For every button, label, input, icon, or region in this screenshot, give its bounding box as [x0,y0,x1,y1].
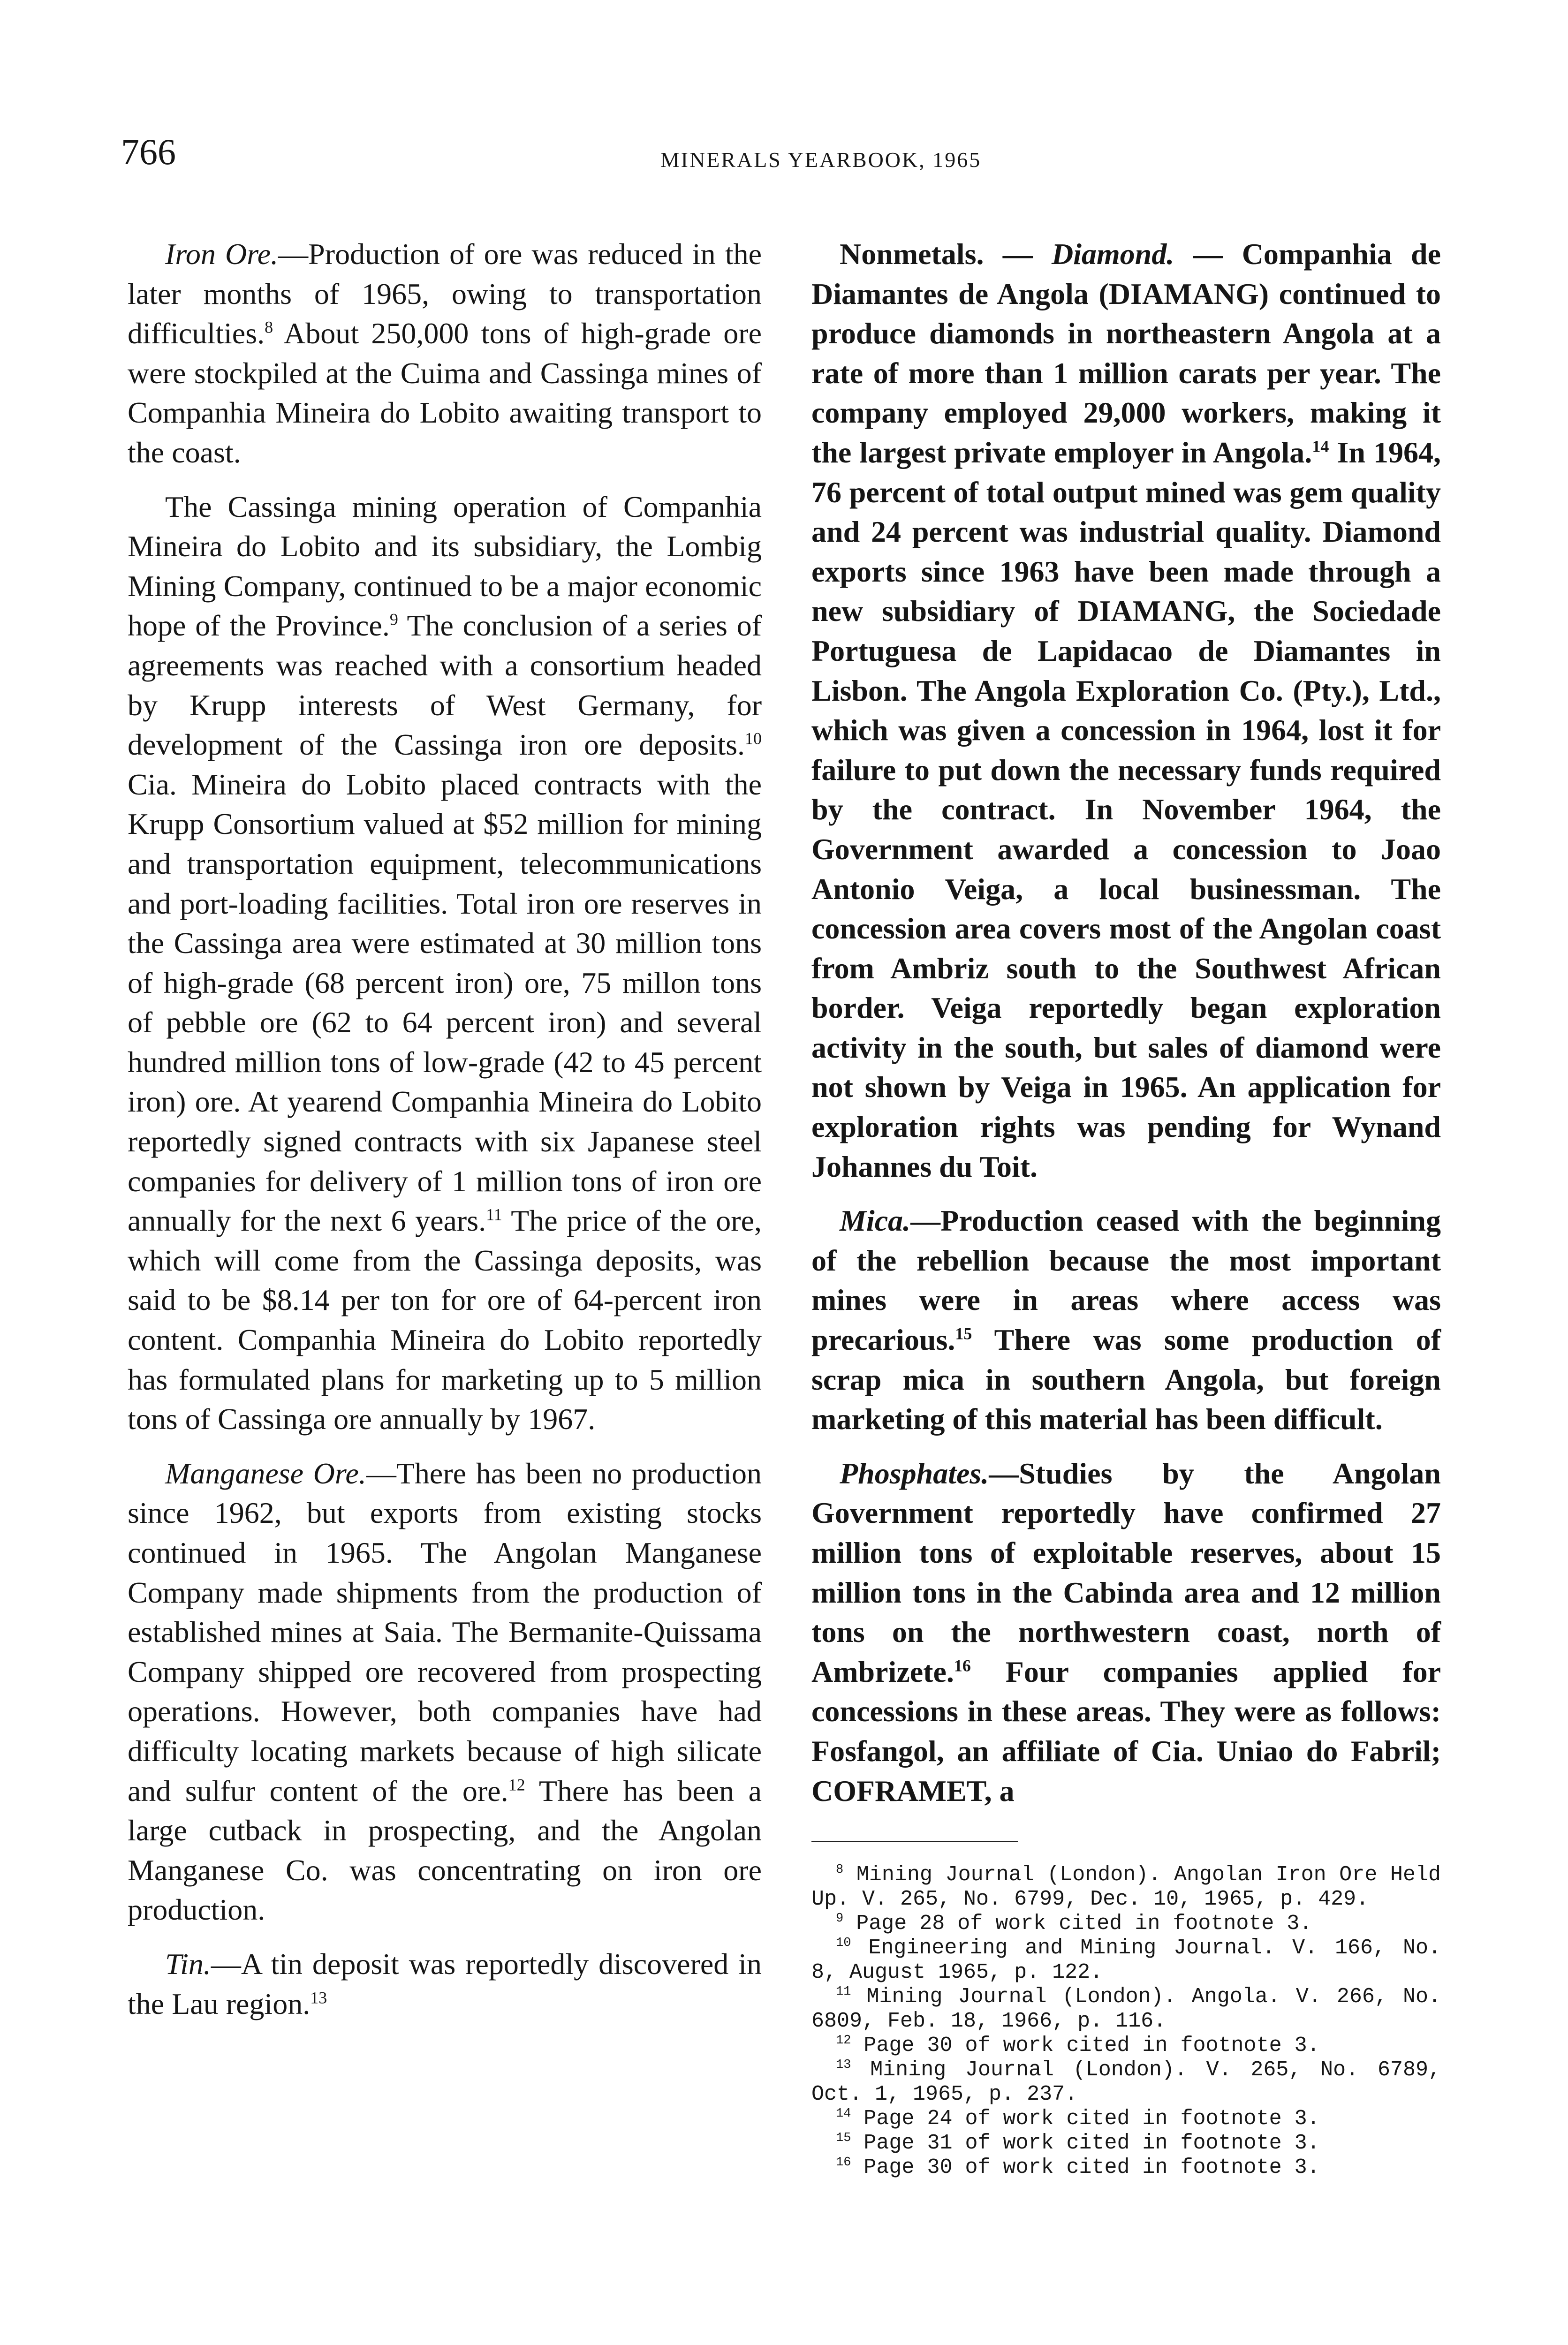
footnote-number: 12 [836,2034,851,2048]
footnote-item [811,2034,1441,2058]
section-heading-nonmetals: Nonmetals. [840,237,984,271]
footnote-ref: 15 [955,1324,972,1343]
footnote-item [811,1863,1441,1912]
paragraph-manganese [128,1454,762,1930]
paragraph-cassinga [128,487,762,1439]
paragraph-text: —Studies by the Angolan Government reportedly have confirmed 27 million tons of exploitable reserves, about 15 million tons in the Cabinda area and 12 million tons on the northwestern coast, north of Ambrizete. [811,1456,1441,1688]
footnote-ref: 10 [745,729,762,748]
footnote-ref: 12 [508,1775,525,1794]
subheading-iron-ore: Iron Ore. [165,237,279,271]
footnotes [811,1863,1441,2180]
paragraph-text: Cia. Mineira do Lobito placed contracts with the Krupp Consortium valued at $52 million for mining and transportation equipment, telecommunications and port-loading facilities. Total iron ore reserves in the Cassinga area were estimated at 30 million tons of high-grade (68 percent iron) ore, 75 millon tons of pebble ore (62 to 64 percent iron) and several hundred million tons of low-grade (42 to 45 percent iron) ore. At yearend Companhia Mineira do Lobito reportedly signed contracts with six Japanese steel companies for delivery of 1 million tons of iron ore annually for the next 6 years. [128,767,762,1238]
left-column [128,234,762,2038]
footnote-number: 13 [836,2058,851,2073]
footnote-text: Mining Journal (London). Angola. V. 266, No. 6809, Feb. 18, 1966, p. 116. [811,1985,1441,2034]
paragraph-text: About 250,000 tons of high-grade ore were stockpiled at the Cuima and Cassinga mines of Companhia Mineira do Lobito awaiting transport to the coast. [128,317,762,469]
paragraph-iron-ore [128,234,762,473]
footnote-text: Mining Journal (London). Angolan Iron Ore Held Up. V. 265, No. 6799, Dec. 10, 1965, p. 429. [811,1863,1441,1912]
footnote-ref: 14 [1312,437,1329,456]
footnote-item [811,1936,1441,1985]
running-title: MINERALS YEARBOOK, 1965 [660,148,982,172]
paragraph-text: —There has been no production since 1962, but exports from existing stocks continued in 1965. The Angolan Manganese Company made shipments from the production of established mines at Saia. The Bermanite-Quissama Company shipped ore recovered from prospecting operations. However, both companies have had difficulty locating markets because of high silicate and sulfur content of the ore. [128,1456,762,1808]
footnote-item [811,2058,1441,2107]
subheading-phosphates: Phosphates. [840,1456,989,1490]
paragraph-text: Four companies applied for concessions in these areas. They were as follows: Fosfangol, an affiliate of Cia. Uniao do Fabril; COFRAMET, a [811,1655,1441,1808]
footnote-number: 10 [836,1936,851,1951]
paragraph-text: —Production ceased with the beginning of the rebellion because the most important mines were in areas where access was precarious. [811,1204,1441,1357]
paragraph-diamond [811,234,1441,1187]
paragraph-text: —Production of ore was reduced in the later months of 1965, owing to transportation difficulties. [128,237,762,350]
footnote-number: 16 [836,2156,851,2170]
footnote-item [811,2156,1441,2180]
right-column [811,234,1441,2180]
paragraph-mica [811,1201,1441,1439]
footnote-ref: 9 [389,610,398,629]
footnote-ref: 16 [954,1656,971,1675]
footnote-text: Mining Journal (London). V. 265, No. 6789, Oct. 1, 1965, p. 237. [811,2058,1441,2107]
paragraph-text: —A tin deposit was reportedly discovered in the Lau region. [128,1947,762,2020]
paragraph-text: There has been a large cutback in prospecting, and the Angolan Manganese Co. was concentrating on iron ore production. [128,1774,762,1927]
footnote-text: Page 28 of work cited in footnote 3. [856,1912,1312,1936]
heading-dash: — [984,237,1052,271]
paragraph-text: The Cassinga mining operation of Companhia Mineira do Lobito and its subsidiary, the Lombig Mining Company, continued to be a major economic hope of the Province. [128,490,762,643]
footnote-number: 8 [836,1863,844,1877]
paragraph-text: The price of the ore, which will come from the Cassinga deposits, was said to be $8.14 per ton for ore of 64-percent iron content. Companhia Mineira do Lobito reportedly has formulated plans for marketing up to 5 million tons of Cassinga ore annually by 1967. [128,1204,762,1436]
footnote-number: 11 [836,1985,851,1999]
footnote-text: Engineering and Mining Journal. V. 166, No. 8, August 1965, p. 122. [811,1936,1441,1985]
footnote-text: Page 24 of work cited in footnote 3. [864,2107,1320,2131]
footnote-ref: 11 [486,1205,502,1224]
footnote-number: 15 [836,2131,851,2146]
paragraph-text: The conclusion of a series of agreements was reached with a consortium headed by Krupp interests of West Germany, for development of the Cassinga iron ore deposits. [128,609,762,762]
footnote-number: 9 [836,1912,844,1926]
page-number: 766 [121,131,176,172]
footnote-item [811,2107,1441,2131]
subheading-diamond: Diamond. [1051,237,1174,271]
footnote-ref: 8 [265,318,273,337]
subheading-mica: Mica. [840,1204,911,1238]
paragraph-text: — Companhia de Diamantes de Angola (DIAMANG) continued to produce diamonds in northeastern Angola at a rate of more than 1 million carats per year. The company employed 29,000 workers, making it the largest private employer in Angola. [811,237,1441,469]
footnote-text: Page 30 of work cited in footnote 3. [864,2034,1320,2058]
paragraph-phosphates [811,1454,1441,1811]
footnote-item [811,1912,1441,1936]
subheading-manganese: Manganese Ore. [165,1456,366,1490]
footnote-item [811,2131,1441,2156]
paragraph-text: There was some production of scrap mica in southern Angola, but foreign marketing of this material has been difficult. [811,1323,1441,1436]
footnote-item [811,1985,1441,2034]
footnote-text: Page 30 of work cited in footnote 3. [864,2156,1320,2180]
paragraph-tin [128,1944,762,2024]
footnote-ref: 13 [310,1988,327,2007]
footnote-text: Page 31 of work cited in footnote 3. [864,2131,1320,2156]
footnote-divider [811,1841,1018,1842]
footnote-number: 14 [836,2107,851,2121]
paragraph-text: In 1964, 76 percent of total output mined was gem quality and 24 percent was industrial quality. Diamond exports since 1963 have been made through a new subsidiary of DIAMANG, the Sociedade Portuguesa de Lapidacao de Diamantes in Lisbon. The Angola Exploration Co. (Pty.), Ltd., which was given a concession in 1964, lost it for failure to put down the necessary funds required by the contract. In November 1964, the Government awarded a concession to Joao Antonio Veiga, a local businessman. The concession area covers most of the Angolan coast from Ambriz south to the Southwest African border. Veiga reportedly began exploration activity in the south, but sales of diamond were not shown by Veiga in 1965. An application for exploration rights was pending for Wynand Johannes du Toit. [811,435,1441,1183]
subheading-tin: Tin. [165,1947,211,1981]
